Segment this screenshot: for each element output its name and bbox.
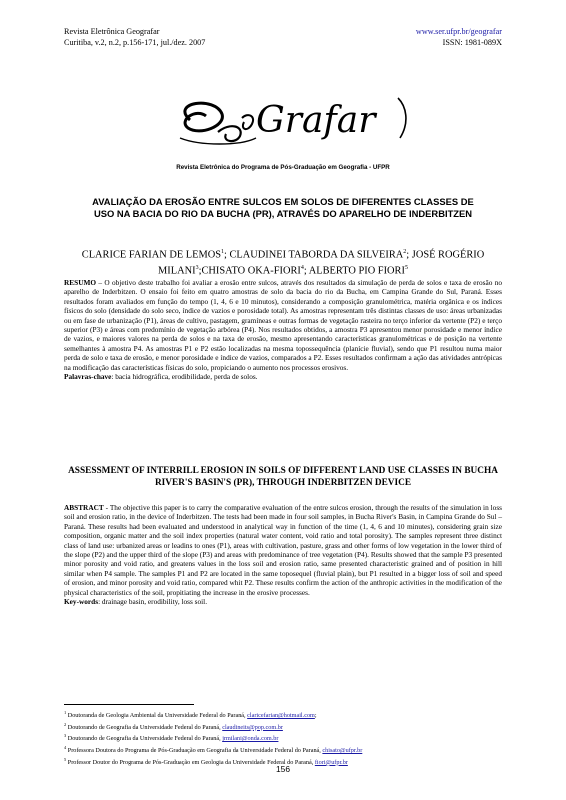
author-name: CLARICE FARIAN DE LEMOS (81, 249, 221, 261)
author-name: JOSÉ ROGÉRIO MILANI (158, 249, 485, 277)
email-link[interactable]: claricefarian@hotmail.com (247, 712, 315, 720)
keywords-text: : bacia hidrográfica, erodibilidade, perda de solos. (111, 372, 258, 382)
footnote (64, 732, 504, 744)
page-number: 156 (276, 764, 290, 774)
footnote (64, 709, 504, 721)
footnote-text: Doutorando de Geografia da Universidade Federal do Paraná, (66, 735, 223, 743)
footnotes (64, 709, 504, 767)
email-link[interactable]: jrmilani@onda.com.br (222, 735, 279, 743)
footnote-ref[interactable]: 4 (300, 264, 304, 271)
keywords-label: Palavras-chave (64, 372, 112, 382)
geografar-logo (160, 92, 420, 148)
abstract-text: – O objetivo deste trabalho foi avaliar a erosão entre sulcos, através dos resultados da simulação de perda de solos e taxa de erosão no aparelho de Inderbitzen. O ensaio foi feito em quatro amostras de solo da bacia do rio da Bucha, em Campina Grande do Sul, Paraná. Esses resultados foram avaliados em função do tempo (1, 4, 6 e 10 minutos), considerando a composição granulométrica, matéria orgânica e os índices físicos do solo (densidade do solo seco, índice de vazios e porosidade total). As amostras representam três distintas classes de uso: áreas urbanizadas ou em fase de urbanização (P1), áreas de cultivo, pastagem, gramíneas e outras formas de vegetação rasteira no terço inferior da vertente (P2) e terço superior (P3) e áreas com predomínio de vegetação arbórea (P4). Nos resultados obtidos, a amostra P3 apresentou menor porosidade e menor índice de vazios, e maiores valores na perda de solos e na taxa de erosão, mesmo apresentando características granulométricas e de posição na vertente semelhantes à amostra P4. As amostras P1 e P2 estão localizadas na mesma topossequência (planície fluvial), sendo que P1 resultou numa maior perda de solo e taxa de erosão, e menor porosidade e índice de vazios, comparados a P2. Esses resultados confirmam a ação das atividades antrópicas na modificação das características físicas do solo, propiciando o aumento nos processos erosivos. (64, 278, 502, 372)
footnote-number: 5 (64, 756, 67, 762)
author-name: ALBERTO PIO FIORI (308, 265, 405, 277)
keywords-text: : drainage basin, erodibility, loss soil. (98, 597, 208, 607)
author-name: CHISATO OKA-FIORI (201, 265, 301, 277)
article-title-portuguese: AVALIAÇÃO DA EROSÃO ENTRE SULCOS EM SOLOS DE DIFERENTES CLASSES DE USO NA BACIA DO RIO DA BUCHA (PR), ATRAVÉS DO APARELHO DE INDERBITZEN (92, 196, 474, 220)
abstract-label: ABSTRACT (64, 503, 104, 512)
footnote-text: Professora Doutora do Programa de Pós-Graduação em Geografia da Universidade Federal do Paraná, (66, 747, 323, 755)
abstract-label: RESUMO (64, 278, 97, 287)
footnote-text: Professor Doutor do Programa de Pós-Graduação em Geologia da Universidade Federal do Paraná, (66, 758, 315, 766)
footnote-number: 3 (64, 733, 67, 739)
footnote-ref[interactable]: 5 (404, 264, 408, 271)
footnote-ref[interactable]: 2 (403, 249, 407, 255)
footnote-number: 1 (64, 710, 67, 715)
footnote-ref[interactable]: 1 (220, 249, 224, 255)
journal-url-link[interactable]: www.ser.ufpr.br/geografar (415, 27, 502, 36)
email-link[interactable]: chisato@ufpr.br (322, 747, 363, 755)
email-link[interactable]: claudineits@pop.com.br (222, 723, 283, 731)
keywords-english (64, 597, 502, 606)
abstract-portuguese (64, 278, 502, 381)
footnote-number: 4 (64, 744, 67, 750)
keywords-portuguese (64, 372, 502, 381)
footnote-divider (64, 704, 194, 705)
footnote-text: Doutorando de Geografia da Universidade Federal do Paraná, (66, 723, 223, 731)
journal-header (64, 27, 205, 48)
logo-wordmark: Grafar (256, 100, 376, 141)
footnote-end: ; (314, 712, 317, 720)
footnote (64, 744, 504, 756)
abstract-text: - The objective this paper is to carry the comparative evaluation of the entre sulcos erosion, through the results of the simulation in loss soil and erosion ratio, in the device of Inderbitzen. The tests had been made in four soil samples, in Bucha River's Basin, in Campina Grande do Sul – Paraná. These results had been evaluated and understood in analytical way in function of the time (1, 4, 6 and 10 minutes), considering grain size composition, organic matter and the soil index properties (natural water content, void ratio and total porosity). The samples represent three distinct class of land use: urbanized areas or leadins to ones (P1), areas with cultivation, pasture, grass and other forms of low vegetation in the lower third of the slope (P2) and the upper third of the slope (P3) and areas with predominance of tree vegetation (P4). Results showed that the sample P3 presented minor porosity and void ratio, and greatens values in the loss soil and erosion ratio, same presented characteristic grained and of position in hill similar when P4 sample. The samples P1 and P2 are located in the same toposequel (fluvial plain), but P1 resulted in a bigger loss of soil and speed of erosion, and minor porosity and void ratio, compared whit P2. These results confirm the action of the anthropic activities in the modification of the physical characteristics of the soil, propitiating the increase in the erosive processes. (64, 503, 502, 597)
keywords-label: Key-words (64, 597, 99, 607)
footnote (64, 721, 504, 733)
footnote-number: 2 (64, 721, 67, 727)
author-name: CLAUDINEI TABORDA DA SILVEIRA (229, 249, 404, 261)
journal-issn: ISSN: 1981-089X (442, 37, 502, 47)
footnote-ref[interactable]: 3 (195, 264, 199, 271)
journal-header-right (416, 27, 502, 48)
author-list: CLARICE FARIAN DE LEMOS$^1$; CLAUDINEI TABORDA DA SILVEIRA$^2$; JOSÉ ROGÉRIO MILANI$^3$;CHISATO OKA-FIORI$^4$; ALBERTO PIO FIORI$^5$ (81, 249, 485, 277)
footnote-text: Doutoranda de Geologia Ambiental da Universidade Federal do Paraná, (66, 712, 248, 720)
journal-name: Revista Eletrônica Geografar (64, 27, 160, 36)
logo-subtitle: Revista Eletrônica do Programa de Pós-Graduação em Geografia - UFPR (176, 164, 390, 171)
article-title-english: ASSESSMENT OF INTERRILL EROSION IN SOILS OF DIFFERENT LAND USE CLASSES IN BUCHA RIVER'S BASIN'S (PR), THROUGH INDERBITZEN DEVICE (68, 466, 498, 489)
abstract-english (64, 503, 502, 606)
journal-issue: Curitiba, v.2, n.2, p.156-171, jul./dez. 2007 (64, 37, 206, 47)
email-link[interactable]: fiori@ufpr.br (314, 758, 348, 766)
